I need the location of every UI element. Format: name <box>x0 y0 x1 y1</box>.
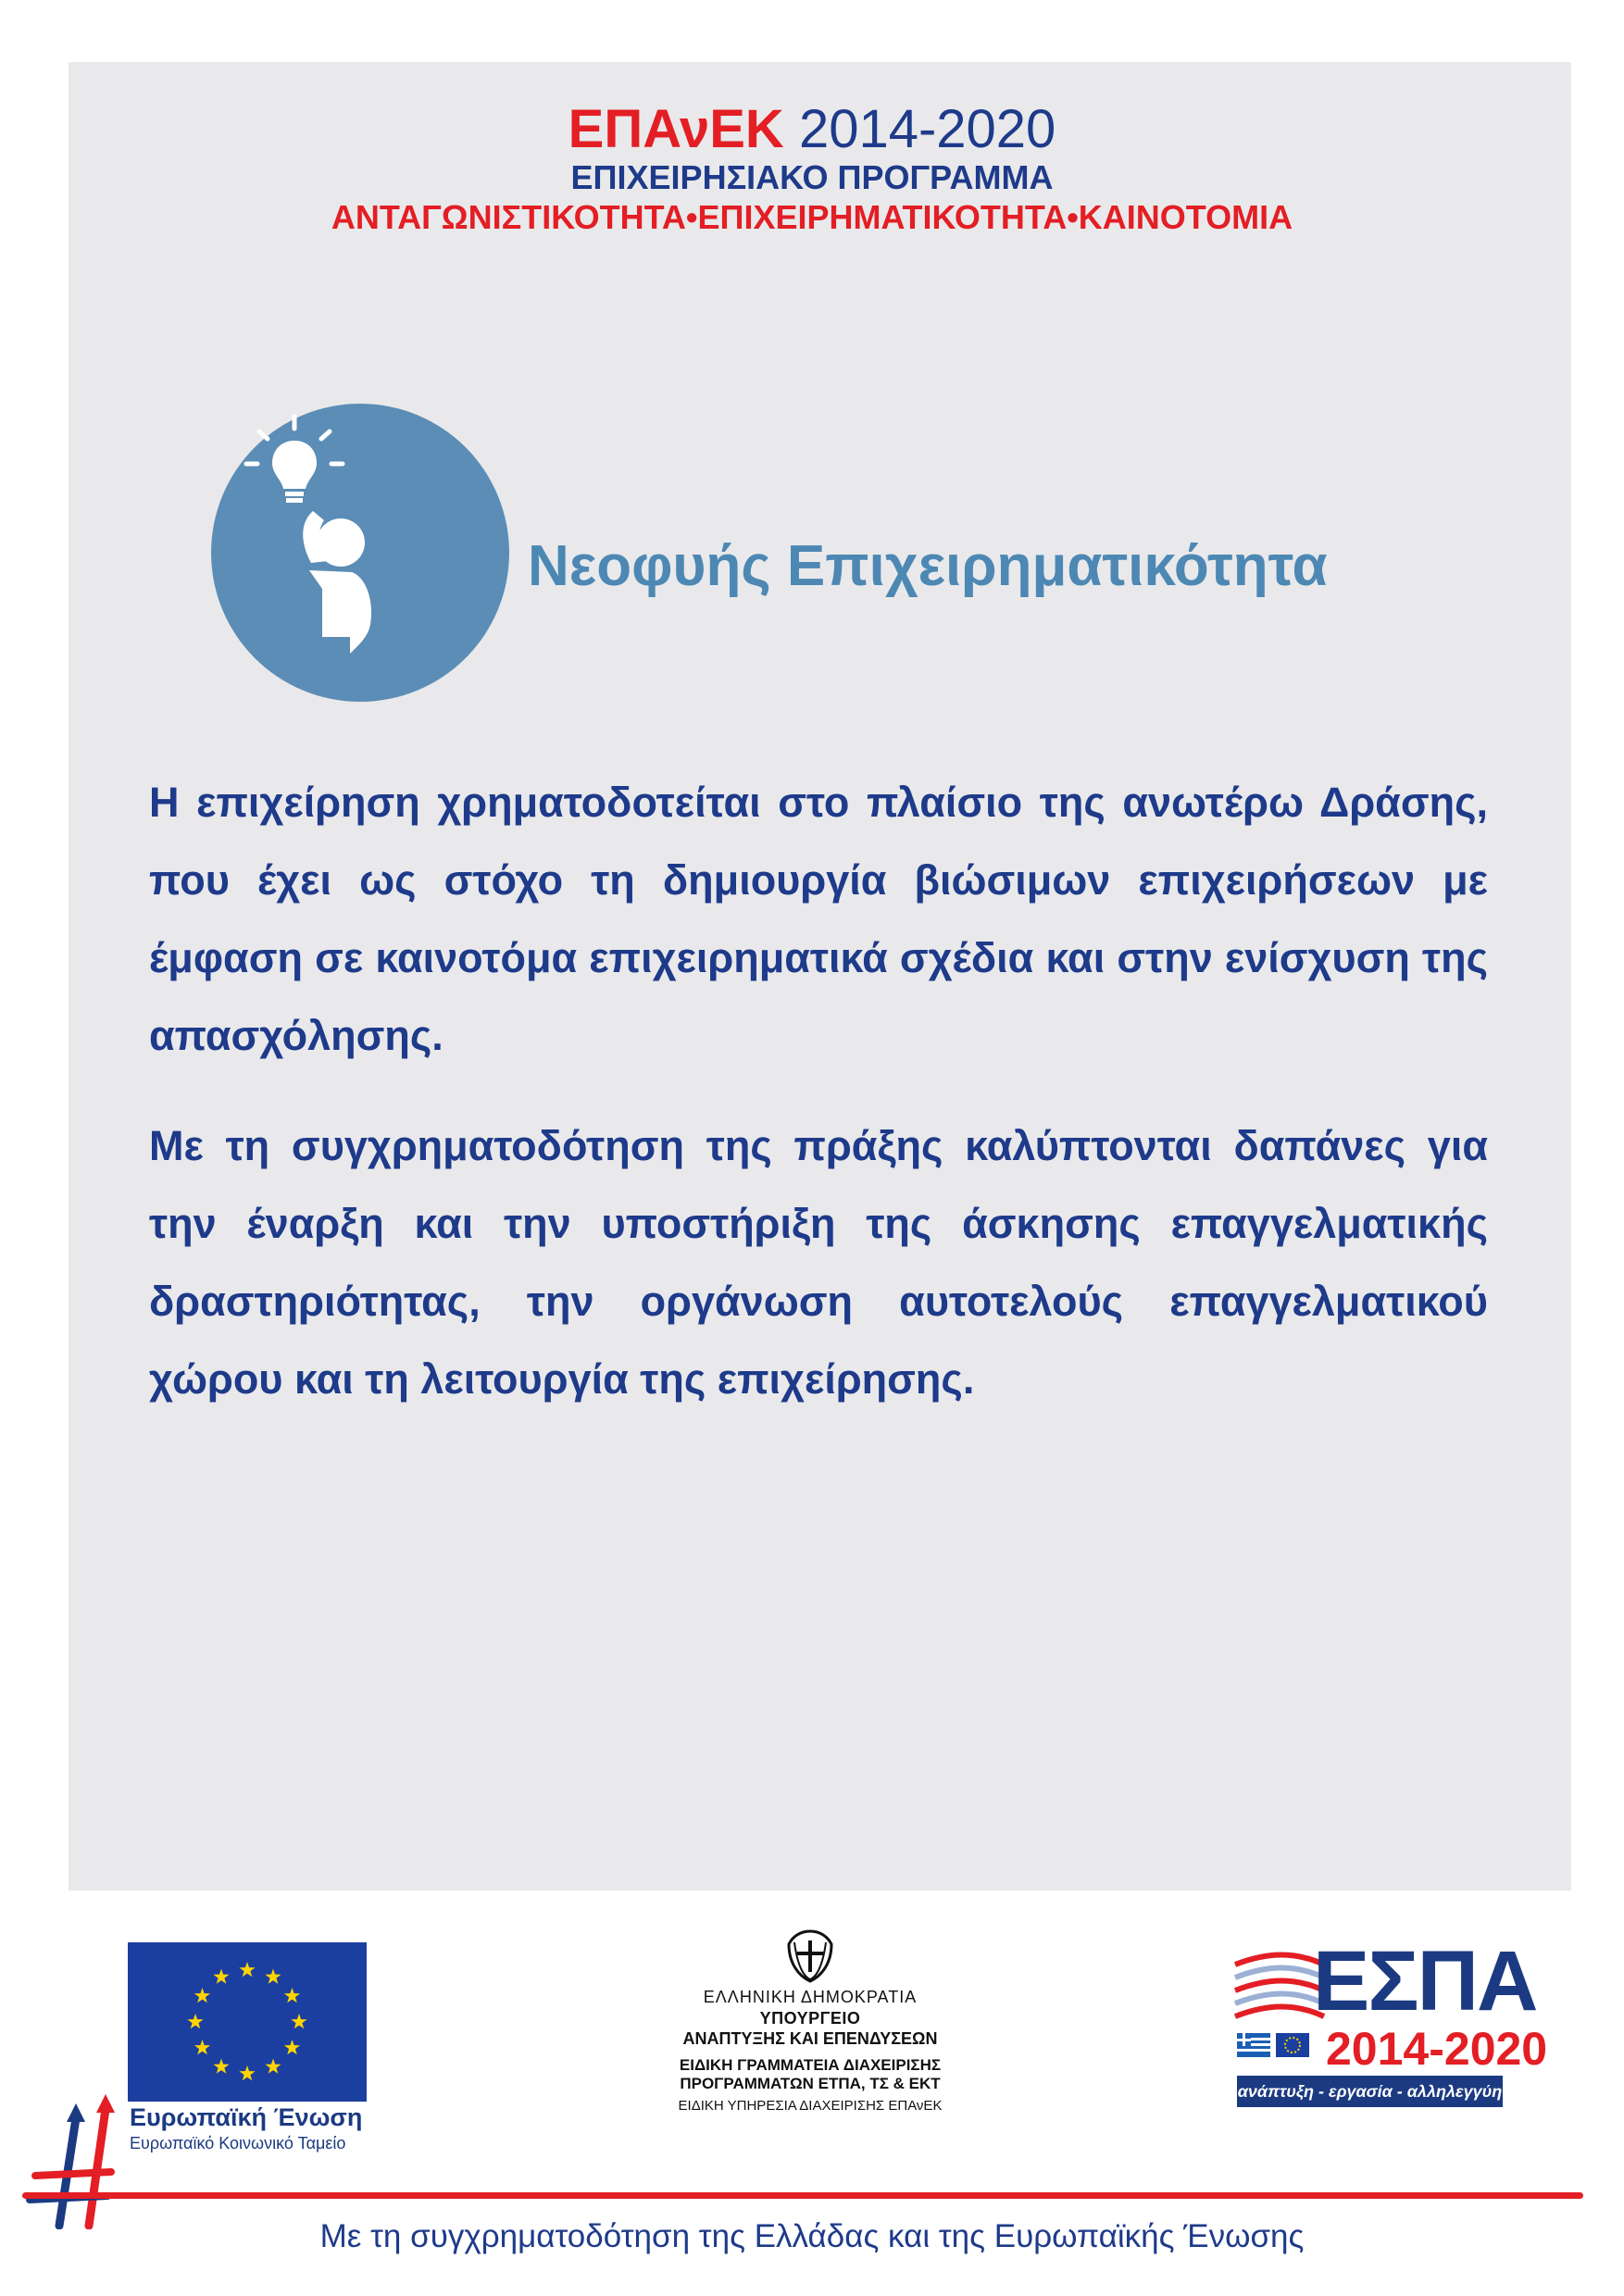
espa-slogan: ανάπτυξη - εργασία - αλληλεγγύη <box>1237 2076 1503 2107</box>
program-pillars: ΑΝΤΑΓΩΝΙΣΤΙΚΟΤΗΤΑ•ΕΠΙΧΕΙΡΗΜΑΤΙΚΟΤΗΤΑ•ΚΑΙΝΟΤΟΜΙΑ <box>331 198 1293 236</box>
eu-star-icon <box>265 1969 281 1984</box>
espa-years: 2014-2020 <box>1326 2023 1548 2075</box>
hashtag-arrows-icon <box>22 2090 119 2229</box>
eu-star-icon <box>187 2014 203 2028</box>
eu-star-icon <box>291 2014 306 2028</box>
paragraph-purpose: Η επιχείρηση χρηματοδοτείται στο πλαίσιο της ανωτέρω Δράσης, που έχει ως στόχο τη δημιουργία βιώσιμων επιχειρήσεων με έμφαση σε καινοτόμα επιχειρηματικά σχέδια και στην ενίσχυση της απασχόλησης. <box>149 779 1488 1059</box>
eu-flag-icon <box>128 1942 367 2102</box>
eu-star-icon <box>239 1962 255 1977</box>
eu-fund: Ευρωπαϊκό Κοινωνικό Ταμείο <box>130 2134 346 2152</box>
gov-line-5: ΠΡΟΓΡΑΜΜΑΤΩΝ ΕΤΠΑ, ΤΣ & ΕΚΤ <box>680 2075 941 2092</box>
person-lightbulb-icon <box>211 404 509 702</box>
gov-line-6: ΕΙΔΙΚΗ ΥΠΗΡΕΣΙΑ ΔΙΑΧΕΙΡΙΣΗΣ ΕΠΑνΕΚ <box>678 2098 943 2114</box>
program-subtitle: ΕΠΙΧΕΙΡΗΣΙΑΚΟ ΠΡΟΓΡΑΜΜΑ <box>570 158 1054 196</box>
eu-star-icon <box>194 1988 210 2003</box>
gov-line-4: ΕΙΔΙΚΗ ΓΡΑΜΜΑΤΕΙΑ ΔΙΑΧΕΙΡΙΣΗΣ <box>679 2056 942 2074</box>
eu-star-icon <box>194 2040 210 2054</box>
eu-star-icon <box>213 1969 229 1984</box>
greek-coat-of-arms-icon <box>783 1928 837 1985</box>
gov-line-3: ΑΝΑΠΤΥΞΗΣ ΚΑΙ ΕΠΕΝΔΥΣΕΩΝ <box>682 2029 938 2048</box>
footer-divider <box>22 2192 1583 2199</box>
cofinancing-note: Με τη συγχρηματοδότηση της Ελλάδας και της Ευρωπαϊκής Ένωσης <box>319 2218 1305 2254</box>
gov-line-1: ΕΛΛΗΝΙΚΗ ΔΗΜΟΚΡΑΤΙΑ <box>703 1988 918 2006</box>
eu-star-icon <box>213 2059 229 2074</box>
espa-name: ΕΣΠΑ <box>1313 1934 1537 2028</box>
eu-star-icon <box>284 2040 300 2054</box>
gov-line-2: ΥΠΟΥΡΓΕΙΟ <box>759 2009 861 2028</box>
brand-name: ΕΠΑνΕΚ <box>568 99 784 159</box>
page-title: Νεοφυής Επιχειρηματικότητα <box>528 534 1328 598</box>
program-years: 2014-2020 <box>798 99 1056 159</box>
paragraph-expenses: Με τη συγχρηματοδότηση της πράξης καλύπτονται δαπάνες για την έναρξη και την υποστήριξη της άσκησης επαγγελματικής δραστηριότητας, την οργάνωση αυτοτελούς επαγγελματικού χώρου και τη λειτουργία της επιχείρησης. <box>149 1122 1488 1403</box>
eu-star-icon <box>239 2065 255 2080</box>
eu-star-icon <box>265 2059 281 2074</box>
program-logo <box>0 100 1624 159</box>
eu-star-icon <box>284 1988 300 2003</box>
eu-name: Ευρωπαϊκή Ένωση <box>130 2103 363 2131</box>
